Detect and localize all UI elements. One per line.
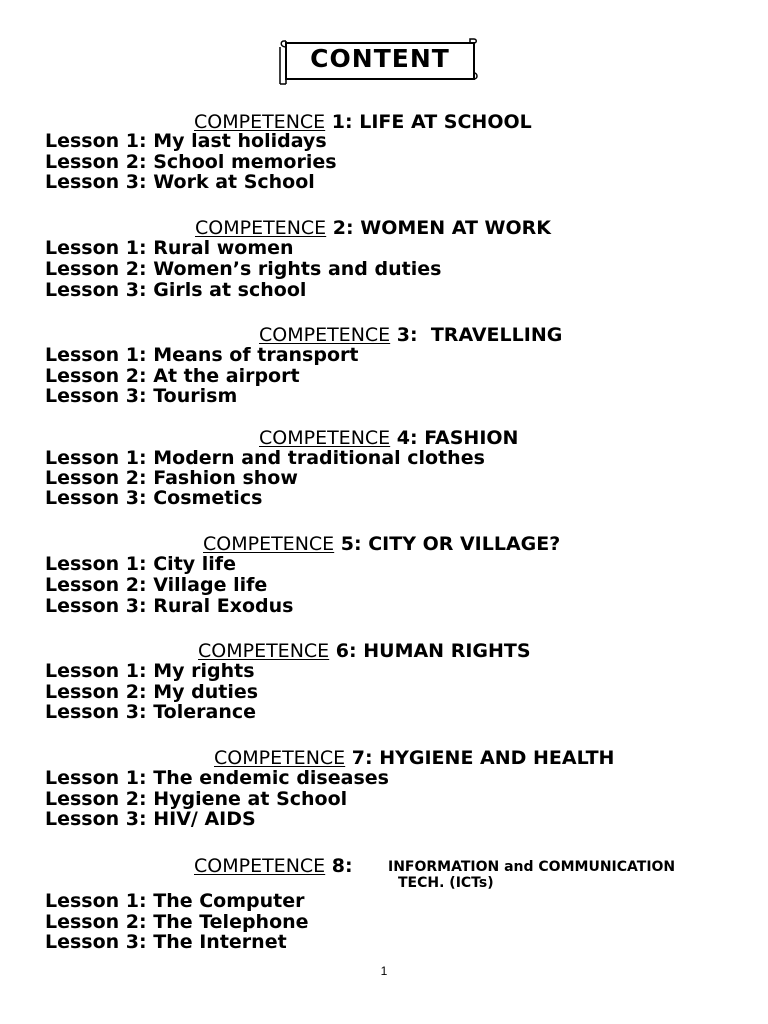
competence-label: COMPETENCE [203,533,335,555]
competence-title: 7: HYGIENE AND HEALTH [345,747,615,769]
page-number: 1 [380,964,388,978]
lesson-line: Lesson 3: Tourism [45,385,238,407]
lesson-line: Lesson 2: Women’s rights and duties [45,258,442,280]
lesson-line: Lesson 2: Fashion show [45,467,298,489]
competence-title: 5: CITY OR VILLAGE? [334,533,561,555]
competence-heading-3 [259,324,562,346]
lesson-line: Lesson 2: Village life [45,574,268,596]
competence-heading-8 [194,855,353,877]
lesson-line: Lesson 3: Tolerance [45,701,256,723]
competence-heading-5 [203,533,560,555]
competence-title: 1: LIFE AT SCHOOL [325,111,532,133]
competence-title: 6: HUMAN RIGHTS [329,640,531,662]
lesson-line: Lesson 3: Cosmetics [45,487,263,509]
lesson-line: Lesson 1: Rural women [45,237,294,259]
competence-label: COMPETENCE [194,855,326,877]
lesson-line: Lesson 2: My duties [45,681,259,703]
competence-title: 3: TRAVELLING [390,324,563,346]
competence-heading-2 [195,217,551,239]
lesson-line: Lesson 2: At the airport [45,365,300,387]
lesson-line: Lesson 2: The Telephone [45,911,309,933]
lesson-line: Lesson 1: The Computer [45,890,305,912]
lesson-line: Lesson 3: Girls at school [45,279,307,301]
competence-title: 2: WOMEN AT WORK [326,217,552,239]
lesson-line: Lesson 1: My last holidays [45,130,327,152]
lesson-line: Lesson 3: HIV/ AIDS [45,808,256,830]
competence-label: COMPETENCE [214,747,346,769]
lesson-line: Lesson 1: The endemic diseases [45,767,389,789]
lesson-line: Lesson 1: Means of transport [45,344,359,366]
lesson-line: Lesson 3: The Internet [45,931,287,953]
competence-heading-4 [259,427,518,449]
competence-label: COMPETENCE [198,640,330,662]
page-title: CONTENT [310,44,450,73]
competence-title: 8: [325,855,353,877]
lesson-line: Lesson 3: Rural Exodus [45,595,294,617]
competence-title: 4: FASHION [390,427,519,449]
competence-label: COMPETENCE [259,427,391,449]
competence-subtitle-line-2: TECH. (ICTs) [398,875,494,891]
title-banner [278,38,478,86]
lesson-line: Lesson 2: School memories [45,151,337,173]
lesson-line: Lesson 3: Work at School [45,171,315,193]
lesson-line: Lesson 1: City life [45,553,236,575]
competence-label: COMPETENCE [259,324,391,346]
competence-heading-7 [214,747,614,769]
competence-label: COMPETENCE [194,111,326,133]
lesson-line: Lesson 1: Modern and traditional clothes [45,447,485,469]
lesson-line: Lesson 1: My rights [45,660,255,682]
competence-subtitle-line-1: INFORMATION and COMMUNICATION [388,859,676,875]
competence-label: COMPETENCE [195,217,327,239]
lesson-line: Lesson 2: Hygiene at School [45,788,348,810]
competence-heading-6 [198,640,531,662]
